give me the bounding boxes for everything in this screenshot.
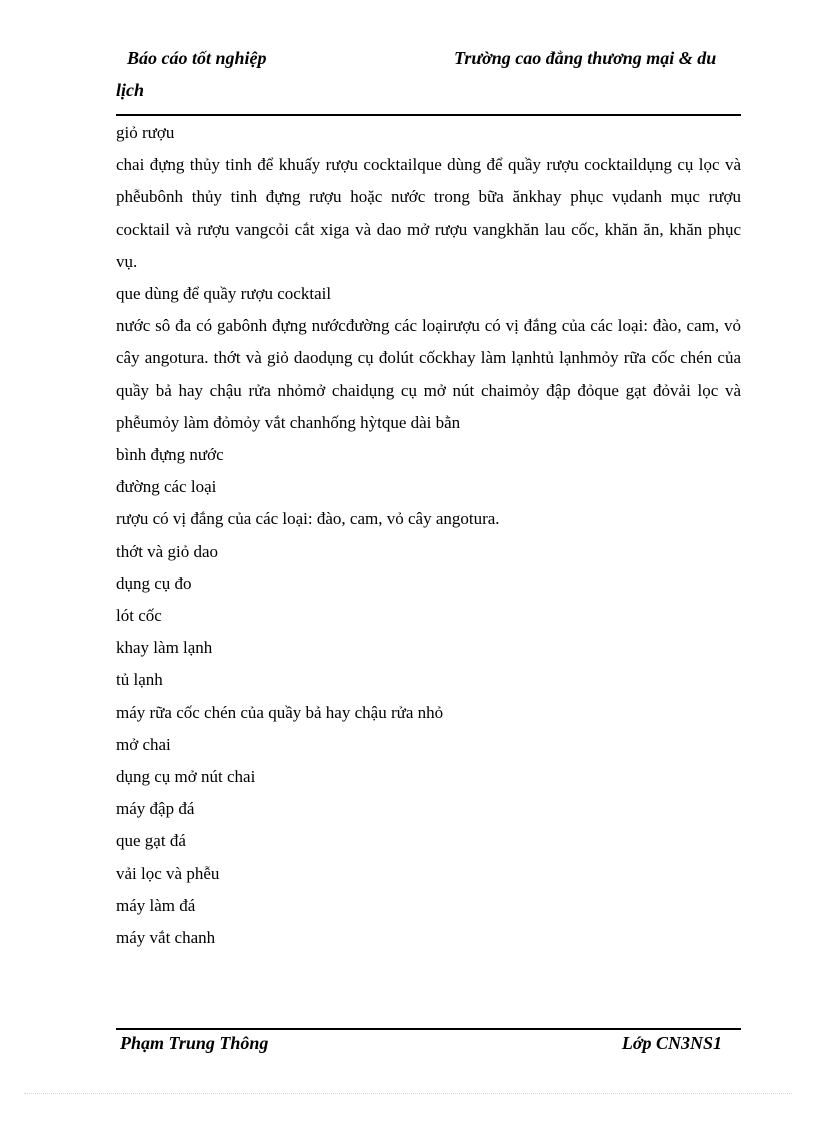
paragraph: máy vắt chanh bbox=[116, 928, 216, 948]
footer-author-name: Phạm Trung Thông bbox=[120, 1033, 269, 1053]
body-text bbox=[116, 117, 741, 954]
paragraph: chai đựng thủy tinh để khuấy rượu cocktailque dùng để quầy rượu cocktaildụng cụ lọc và phễubônh thủy tinh đựng rượu hoặc nước trong bữa ănkhay phục vụdanh mục rượu cocktail và rượu vangcỏi cắt xiga và dao mở rượu vangkhăn lau cốc, khăn ăn, khăn phục vụ. bbox=[116, 155, 741, 271]
footer-class-code: Lớp CN3NS1 bbox=[621, 1033, 722, 1053]
paragraph: tủ lạnh bbox=[116, 670, 163, 690]
paragraph: đường các loại bbox=[116, 477, 217, 497]
paragraph: que dùng để quầy rượu cocktail bbox=[116, 284, 332, 304]
header-school-name: Trường cao đẳng thương mại & du bbox=[454, 48, 717, 68]
paragraph: vải lọc và phễu bbox=[116, 863, 220, 883]
paragraph: mở chai bbox=[116, 734, 171, 754]
paragraph: lót cốc bbox=[116, 606, 162, 626]
footer-rule bbox=[116, 1028, 741, 1030]
paragraph: que gạt đá bbox=[116, 831, 186, 851]
paragraph: máy làm đá bbox=[116, 895, 196, 915]
paragraph: dụng cụ đo bbox=[116, 573, 192, 593]
paragraph: máy đập đá bbox=[116, 799, 195, 819]
paragraph: dụng cụ mở nút chai bbox=[116, 767, 256, 787]
paragraph: nước sô đa có gabônh đựng nướcđường các loạirượu có vị đắng của các loại: đào, cam, vỏ cây angotura. thớt và giỏ daodụng cụ đolút cốckhay làm lạnhtủ lạnhmỏy rữa cốc chén của quầy bả hay chậu rửa nhỏmở chaidụng cụ mở nút chaimỏy đập đỏque gạt đỏvải lọc và phễumỏy làm đỏmỏy vắt chanhống hỳtque dài bằn bbox=[116, 316, 741, 432]
paragraph: thớt và giỏ dao bbox=[116, 541, 218, 561]
header-school-name-continuation: lịch bbox=[116, 80, 145, 100]
paragraph: giỏ rượu bbox=[116, 123, 175, 142]
paragraph: máy rữa cốc chén của quầy bả hay chậu rửa nhỏ bbox=[116, 702, 444, 722]
header-rule bbox=[116, 114, 741, 116]
header-report-title: Báo cáo tốt nghiệp bbox=[127, 48, 267, 68]
paragraph: rượu có vị đắng của các loại: đào, cam, vỏ cây angotura. bbox=[116, 509, 500, 529]
page-boundary bbox=[24, 1093, 792, 1094]
paragraph: khay làm lạnh bbox=[116, 638, 213, 658]
paragraph: bình đựng nước bbox=[116, 445, 224, 465]
